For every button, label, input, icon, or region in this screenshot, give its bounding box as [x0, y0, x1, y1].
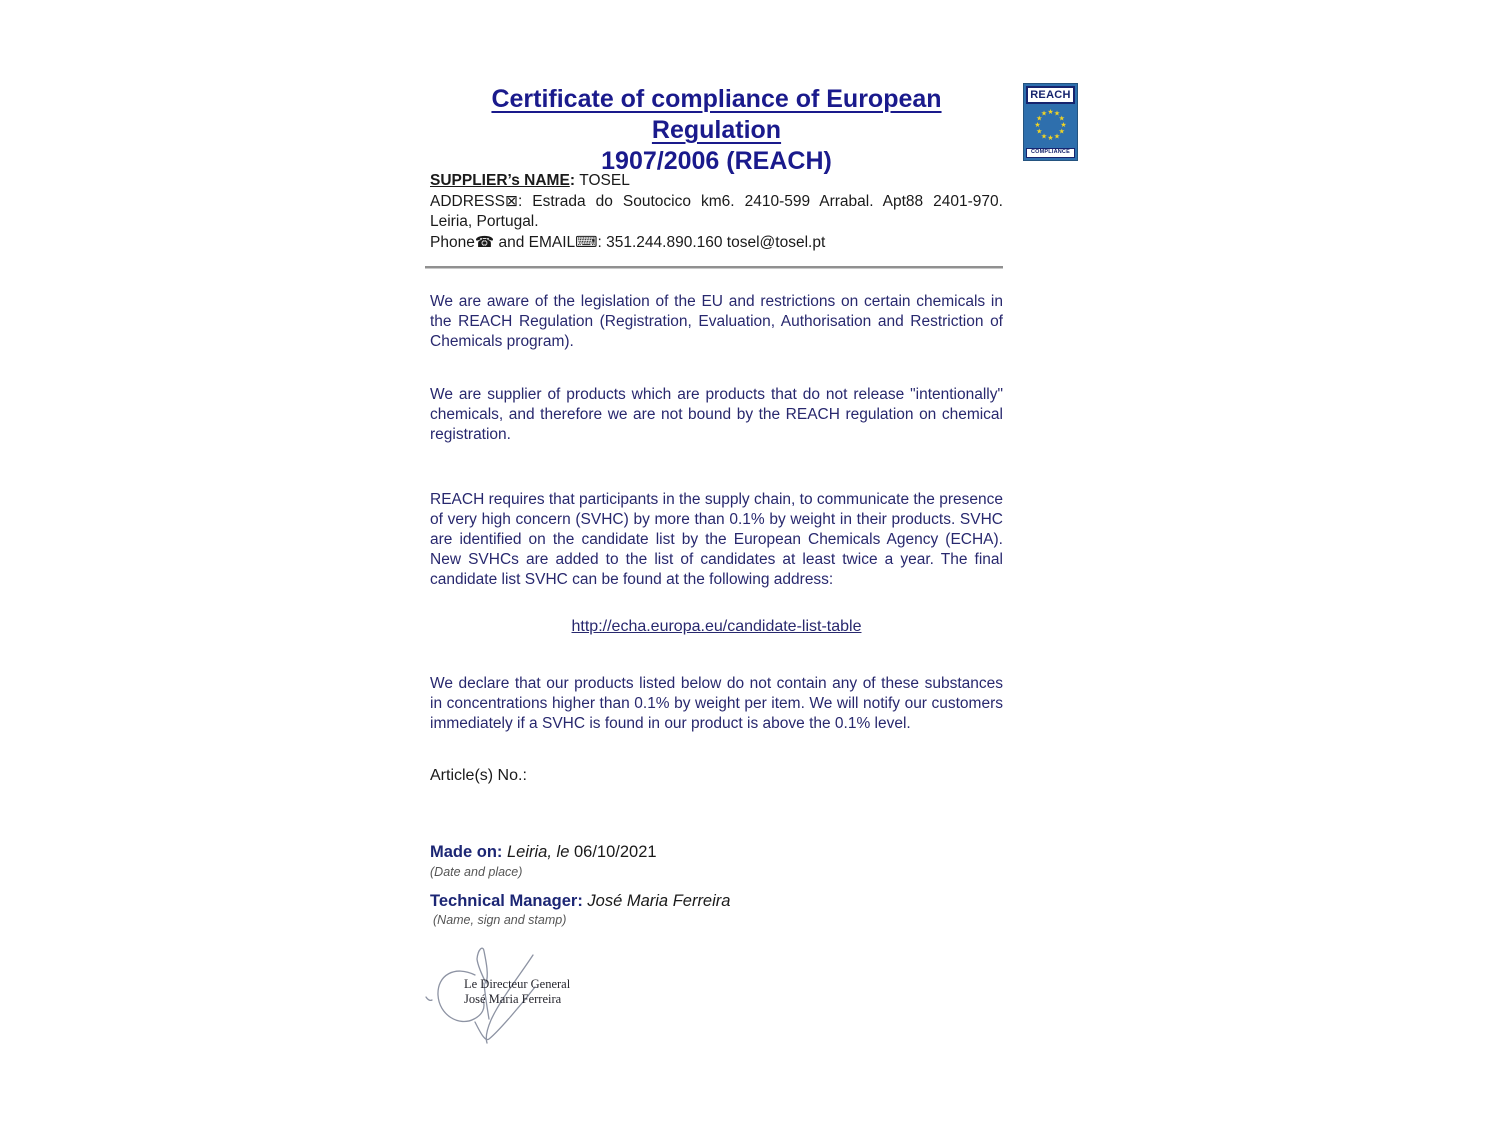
made-on-date: 06/10/2021: [573, 843, 657, 861]
eu-star-icon: ★: [1060, 122, 1067, 130]
supplier-name-sep: :: [569, 172, 580, 189]
paragraph-awareness: We are aware of the legislation of the EU and restrictions on certain chemicals in the REACH Regulation (Registration, Evaluation, Authorisation and Restriction of Chemicals program).: [430, 293, 1003, 350]
eu-star-icon: ★: [1058, 115, 1065, 123]
contact-sep: :: [597, 234, 607, 251]
reach-compliance-logo: [1023, 83, 1078, 161]
stamp-line-1: Le Directeur General: [464, 977, 571, 991]
paragraph-reach-requirements: REACH requires that participants in the supply chain, to communicate the presence of very high concern (SVHC) by more than 0.1% by weight in their products. SVHC are identified on the candidate list by the European Chemicals Agency (ECHA). New SVHCs are added to the list of candidates at least twice a year. The final candidate list SVHC can be found at the following address:: [430, 491, 1003, 588]
compliance-logo-text: COMPLIANCE: [1026, 148, 1075, 159]
eu-star-icon: ★: [1047, 135, 1054, 143]
technical-manager-line: [430, 892, 1003, 911]
technical-manager-label: Technical Manager:: [430, 892, 583, 910]
candidate-list-link-row: [430, 618, 1003, 636]
address-value: Estrada do Soutocico km6. 2410-599 Arrabal. Apt88 2401-970. Leiria, Portugal.: [430, 193, 1003, 230]
made-on-place: Leiria, le: [502, 843, 574, 861]
address-sep: :: [517, 193, 533, 210]
eu-star-icon: ★: [1036, 128, 1043, 136]
date-place-note: (Date and place): [430, 865, 523, 879]
supplier-name-value: TOSEL: [579, 172, 630, 189]
supplier-name-label: SUPPLIER’s NAME: [430, 172, 570, 189]
supplier-contact-line: [430, 232, 1003, 253]
phone-icon: ☎: [474, 233, 495, 251]
eu-star-icon: ★: [1036, 115, 1043, 123]
document-title: [430, 84, 1003, 177]
eu-star-icon: ★: [1053, 133, 1061, 141]
address-label: ADDRESS: [430, 193, 505, 210]
divider-rule: [425, 266, 1003, 269]
title-line-2: 1907/2006 (REACH): [601, 147, 832, 175]
envelope-icon: ⊠: [504, 192, 518, 210]
eu-star-icon: ★: [1040, 110, 1048, 118]
paragraph-supplier-statement: We are supplier of products which are products that do not release "intentionally" chemicals, and therefore we are not bound by the REACH regulation on chemical registration.: [430, 386, 1003, 443]
reach-logo-text: REACH: [1026, 86, 1075, 104]
candidate-list-link[interactable]: http://echa.europa.eu/candidate-list-table: [571, 618, 862, 635]
email-label: EMAIL: [528, 234, 576, 251]
supplier-name-line: [430, 171, 1003, 191]
eu-star-icon: ★: [1040, 133, 1048, 141]
computer-icon: ⌨: [575, 233, 598, 251]
article-number-label: Article(s) No.:: [430, 767, 527, 784]
eu-stars-icon: [1026, 104, 1075, 148]
phone-label: Phone: [430, 234, 475, 251]
technical-manager-name: José Maria Ferreira: [582, 892, 731, 910]
eu-star-icon: ★: [1034, 122, 1041, 130]
made-on-label: Made on:: [430, 843, 503, 861]
supplier-address-line: [430, 191, 1003, 232]
name-sign-stamp-note: (Name, sign and stamp): [433, 913, 567, 927]
contact-value: 351.244.890.160 tosel@tosel.pt: [606, 234, 826, 251]
supplier-block: [430, 171, 1003, 253]
and-label: and: [494, 234, 529, 251]
eu-star-icon: ★: [1053, 110, 1061, 118]
eu-star-icon: ★: [1058, 128, 1065, 136]
stamp-text: [464, 977, 624, 1006]
title-line-1: Certificate of compliance of European Regulation: [491, 85, 942, 144]
stamp-line-2: José Maria Ferreira: [464, 991, 562, 1006]
eu-star-icon: ★: [1047, 109, 1054, 117]
paragraph-declaration: We declare that our products listed below do not contain any of these substances in concentrations higher than 0.1% by weight per item. We will notify our customers immediately if a SVHC is found in our product is above the 0.1% level.: [430, 675, 1003, 732]
made-on-line: [430, 843, 1003, 862]
